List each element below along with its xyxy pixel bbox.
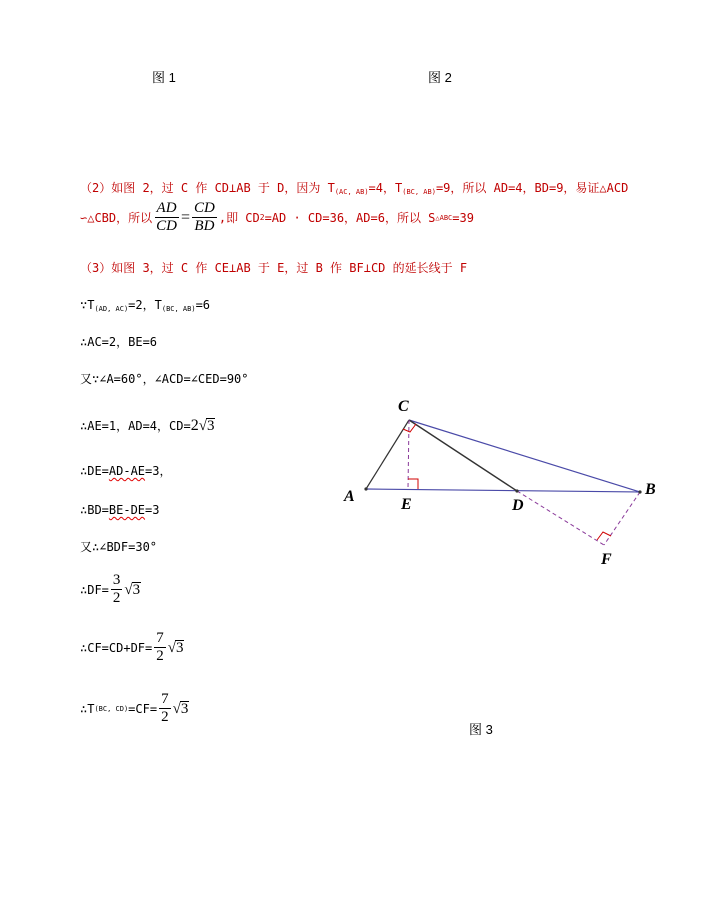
label-e: E <box>401 496 412 513</box>
figure-1-caption: 图 1 <box>152 70 176 85</box>
step-8: ∴DF= $\frac{3}{2}$ √3 <box>80 572 141 606</box>
segment-df-extension <box>517 491 604 545</box>
part2-line2: ∽△CBD，所以 $\frac{AD}{CD}$ = $\frac{CD}{BD}$ ,即 CD 2 =AD · CD=36，AD=6，所以 S △ABC =39 <box>80 200 474 234</box>
label-b: B <box>645 481 656 498</box>
sqrt-3: √3 <box>167 639 184 656</box>
label-a: A <box>344 488 355 505</box>
sqrt-3: √3 <box>198 418 215 434</box>
fraction-ad-cd: $\frac{AD}{CD}$ <box>156 200 177 234</box>
sqrt-3: √3 <box>124 581 141 598</box>
label-d: D <box>512 497 524 514</box>
fraction-7-2: $\frac{7}{2}$ <box>161 691 169 725</box>
step-2: ∴AC=2，BE=6 <box>80 335 158 349</box>
point-a <box>364 487 367 490</box>
part3-header: （3）如图 3，过 C 作 CE⊥AB 于 E，过 B 作 BF⊥CD 的延长线于 F <box>80 261 468 275</box>
step-5: ∴DE=AD-AE=3， <box>80 464 172 478</box>
right-angle-mark-e <box>408 479 418 489</box>
fraction-7-2: $\frac{7}{2}$ <box>156 630 164 664</box>
label-c: C <box>398 398 409 415</box>
right-angle-mark-c <box>403 424 416 432</box>
step-10: ∴T (BC, CD) =CF= $\frac{7}{2}$ √3 <box>80 691 189 725</box>
segment-ab <box>366 489 640 492</box>
right-angle-mark-f <box>597 532 611 540</box>
label-f: F <box>601 551 612 568</box>
step-1: $\because T_{(AD, AC)}=2$，$T_{(BC, AB)}=6$ <box>80 298 211 313</box>
segment-cb <box>409 420 640 492</box>
step-7: 又∴∠BDF=30° <box>80 540 158 554</box>
point-d <box>515 489 518 492</box>
figure-2-caption: 图 2 <box>428 70 452 85</box>
part2-line1: （2）如图 2，过 C 作 CD⊥AB 于 D，因为 $T_{(AC, AB)}=4$，$T_{(BC, AB)}=9$，所以 AD=4，BD=9，易证△ACD <box>80 181 629 196</box>
fraction-3-2: $\frac{3}{2}$ <box>112 572 121 606</box>
fraction-cd-bd: $\frac{CD}{BD}$ <box>194 200 215 234</box>
figure-3-caption: 图 3 <box>469 722 493 737</box>
step-9: ∴CF=CD+DF= $\frac{7}{2}$ √3 <box>80 630 184 664</box>
sqrt-3: √3 <box>172 700 189 717</box>
segment-ac <box>366 420 409 489</box>
point-b <box>638 490 641 493</box>
step-4: ∴AE=1，AD=4，CD= 2 √3 <box>80 417 215 434</box>
step-3: 又∵∠A=60°，∠ACD=∠CED=90° <box>80 372 249 386</box>
segment-cd <box>409 420 517 491</box>
segment-bf <box>604 492 640 545</box>
step-6: ∴BD=BE-DE=3 <box>80 503 160 517</box>
